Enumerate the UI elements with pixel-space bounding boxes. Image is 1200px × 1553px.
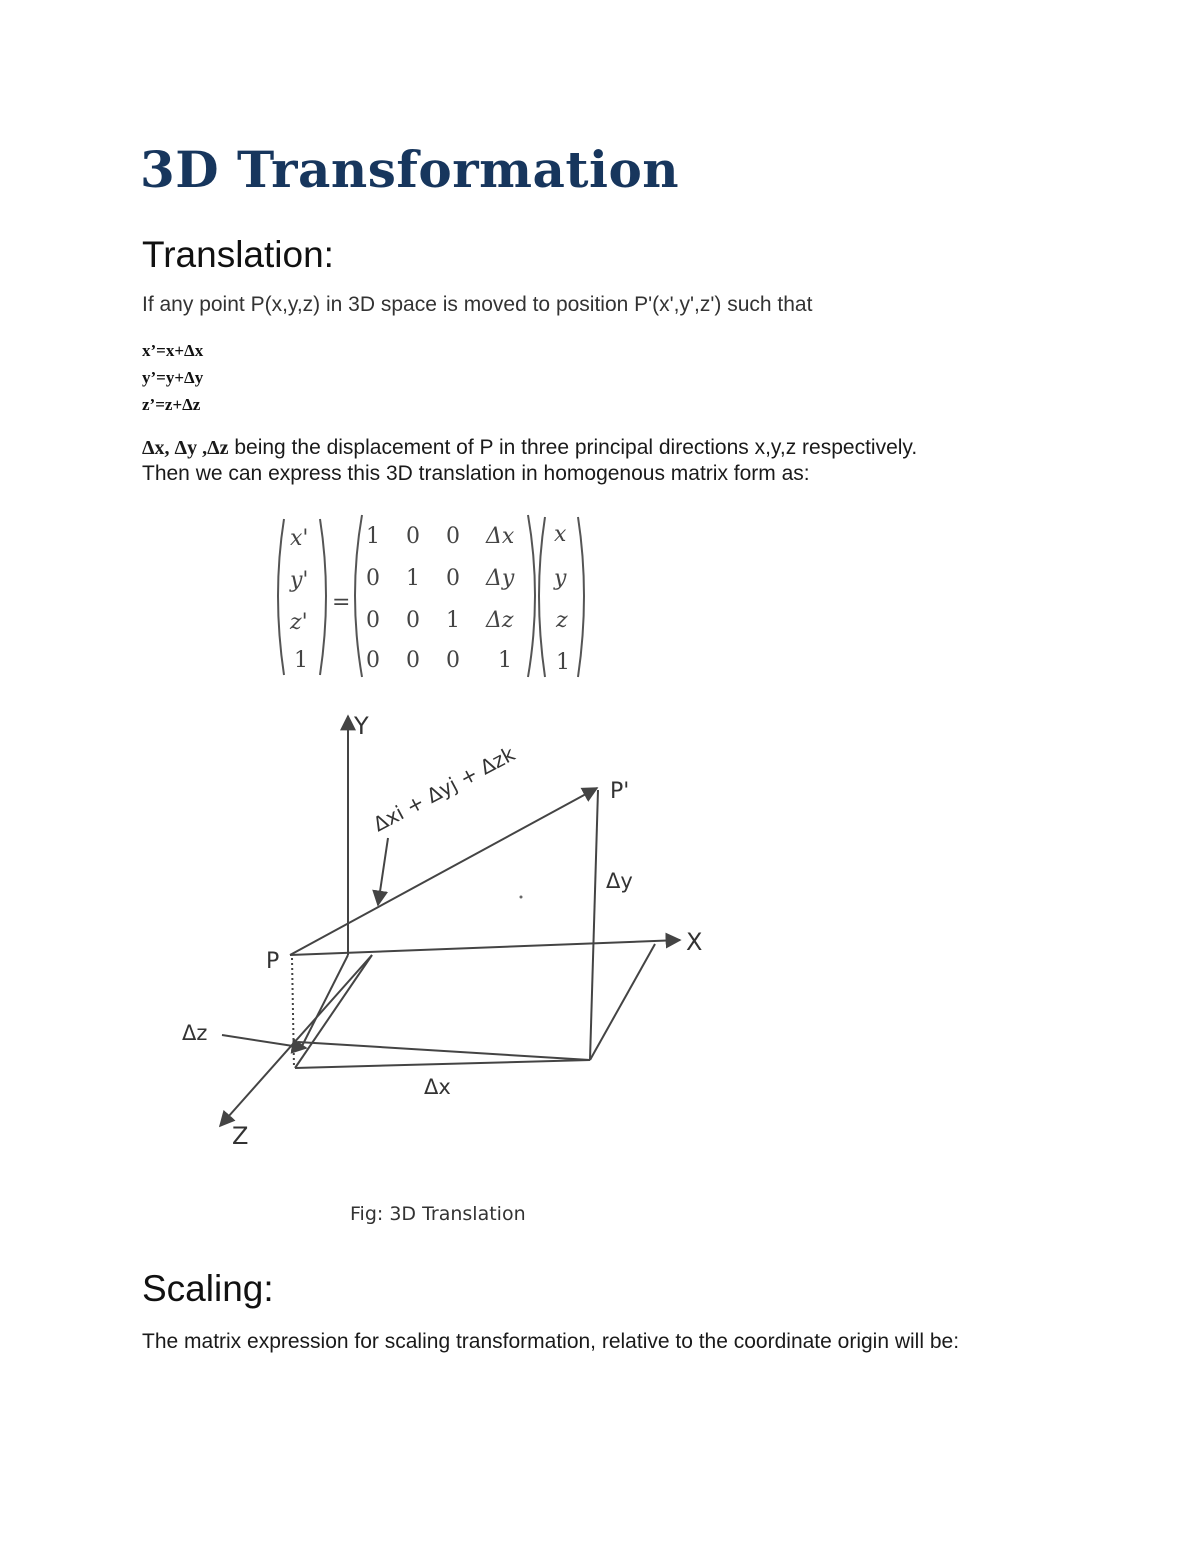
scaling-intro: The matrix expression for scaling transformation, relative to the coordinate origin will be: [142,1330,960,1353]
dx-line [295,1060,590,1068]
left-vector-3: 1 [294,648,308,673]
displacement-paragraph [142,436,917,460]
translation-vector [290,788,597,955]
matrix-r1-c0: 0 [366,566,380,591]
matrix-r2-c2: 1 [446,608,460,633]
vector-label-pointer [378,838,388,905]
translation-intro: If any point P(x,y,z) in 3D space is moved to position P'(x',y',z') such that [142,293,813,316]
matrix-close-paren [528,515,535,677]
equation-z: z’=z+Δz [142,395,201,414]
equation-y: y’=y+Δy [142,368,204,387]
x-axis [290,940,680,955]
vector-label: Δxi + Δyj + Δzk [369,741,519,837]
matrix-r0-c3: Δx [486,524,515,549]
matrix-r3-c1: 0 [406,648,420,673]
displacement-symbols: Δx, Δy ,Δz [142,437,229,459]
matrix-r1-c3: Δy [486,566,515,591]
matrix-open-paren [355,515,362,677]
equals-sign: = [332,590,351,615]
matrix-r0-c2: 0 [446,524,460,549]
plane-edge-front [295,955,372,1068]
translation-heading: Translation: [142,234,334,275]
matrix-r2-c1: 0 [406,608,420,633]
right-vector-close-paren [578,517,584,677]
point-p-prime-label: P' [610,779,630,804]
right-vector-1: y [554,566,567,591]
figure-dot [520,896,523,899]
right-vector-3: 1 [556,650,570,675]
plane-diagonal [298,1042,590,1060]
matrix-r3-c3: 1 [498,648,512,673]
displacement-text: being the displacement of P in three principal directions x,y,z respectively. [228,436,918,459]
plane-edge-right [590,944,655,1060]
page-title: 3D Transformation [140,140,680,199]
dy-line [590,790,598,1060]
dz-pointer [222,1035,306,1048]
matrix-r3-c0: 0 [366,648,380,673]
left-vector-close-paren [320,519,326,675]
matrix-intro: Then we can express this 3D translation in homogenous matrix form as: [142,462,810,485]
left-vector-0: x' [290,526,309,551]
p-dotted-drop [292,958,294,1068]
equation-x: x’=x+Δx [142,341,204,360]
dx-label: Δx [424,1075,451,1099]
left-vector-open-paren [278,519,284,675]
matrix-r2-c0: 0 [366,608,380,633]
left-vector-2: z' [290,610,308,635]
matrix-r0-c1: 0 [406,524,420,549]
matrix-r1-c1: 1 [406,566,420,591]
matrix-r1-c2: 0 [446,566,460,591]
z-axis [220,955,372,1126]
point-p-label: P [266,949,280,974]
translation-matrix-equation [260,505,600,685]
dz-label: Δz [182,1021,208,1045]
right-vector-open-paren [539,517,545,677]
plane-edge-left [300,955,348,1050]
figure-caption: Fig: 3D Translation [350,1203,526,1225]
right-vector-0: x [554,522,567,547]
z-axis-label: Z [232,1122,249,1150]
matrix-r2-c3: Δz [486,608,514,633]
x-axis-label: X [686,928,703,956]
dy-label: Δy [606,869,633,893]
scaling-heading: Scaling: [142,1268,274,1309]
left-vector-1: y' [290,568,309,593]
matrix-r0-c0: 1 [366,524,380,549]
matrix-r3-c2: 0 [446,648,460,673]
y-axis-label: Y [354,712,369,740]
right-vector-2: z [556,608,568,633]
